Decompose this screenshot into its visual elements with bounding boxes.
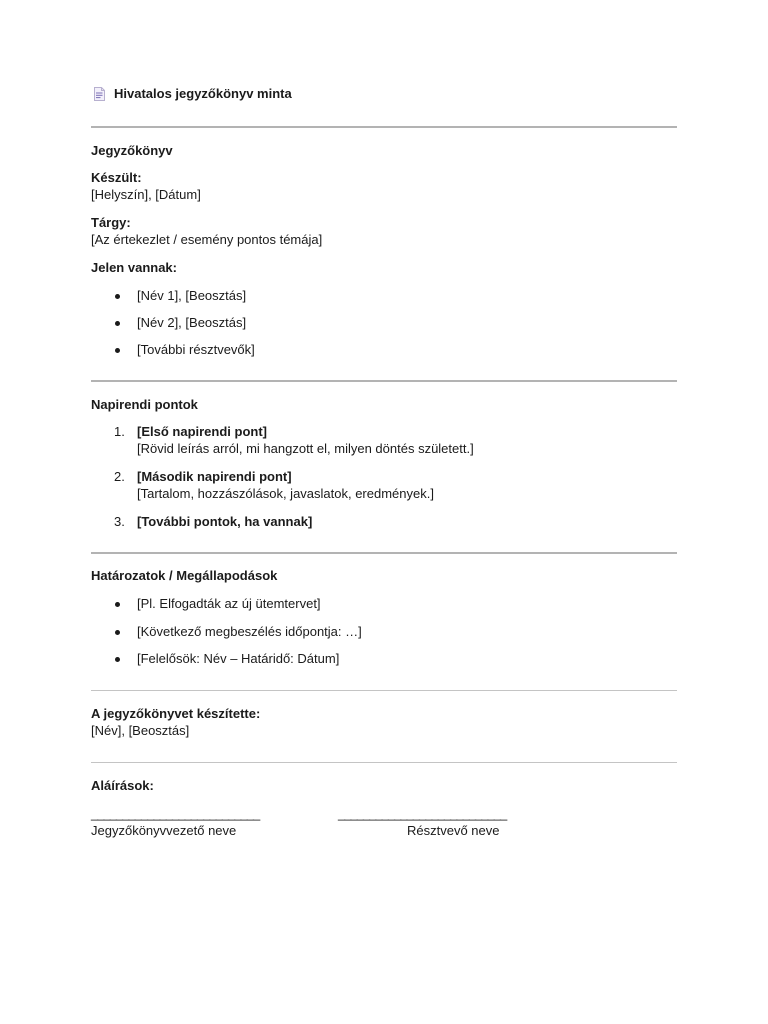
list-item-text: [Következő megbeszélés időpontja: …] xyxy=(137,624,362,639)
agenda-item-desc: [Tartalom, hozzászólások, javaslatok, eredmények.] xyxy=(137,486,434,501)
section-heading-agenda: Napirendi pontok xyxy=(91,397,198,412)
list-item-text: [Pl. Elfogadták az új ütemtervet] xyxy=(137,596,321,611)
agenda-item-number: 3. xyxy=(114,514,125,529)
list-item-text: [Felelősök: Név – Határidő: Dátum] xyxy=(137,651,340,666)
document-icon xyxy=(94,87,105,101)
agenda-item-number: 1. xyxy=(114,424,125,439)
bullet-icon xyxy=(115,630,120,635)
subject-value: [Az értekezlet / esemény pontos témája] xyxy=(91,232,323,247)
agenda-item-title: [Második napirendi pont] xyxy=(137,469,292,484)
bullet-icon xyxy=(115,348,120,353)
document-title xyxy=(94,86,292,101)
signature-line: ___________________________ xyxy=(91,806,260,821)
section-heading-minutes: Jegyzőkönyv xyxy=(91,143,173,158)
section-divider xyxy=(91,762,677,763)
list-item-text: [Név 2], [Beosztás] xyxy=(137,315,247,330)
agenda-item-desc: [Rövid leírás arról, mi hangzott el, milyen döntés született.] xyxy=(137,441,474,456)
made-value: [Helyszín], [Dátum] xyxy=(91,187,201,202)
section-heading-resolutions: Határozatok / Megállapodások xyxy=(91,568,278,583)
bullet-icon xyxy=(115,294,120,299)
author-value: [Név], [Beosztás] xyxy=(91,723,190,738)
signatures-label: Aláírások: xyxy=(91,778,154,793)
author-label: A jegyzőkönyvet készítette: xyxy=(91,706,261,721)
made-label: Készült: xyxy=(91,170,142,185)
list-item-text: [Név 1], [Beosztás] xyxy=(137,288,247,303)
document-title-text: Hivatalos jegyzőkönyv minta xyxy=(114,86,292,101)
bullet-icon xyxy=(115,602,120,607)
section-divider xyxy=(91,380,677,382)
section-divider xyxy=(91,690,677,691)
bullet-icon xyxy=(115,657,120,662)
list-item-text: [További résztvevők] xyxy=(137,342,255,357)
present-label: Jelen vannak: xyxy=(91,260,177,275)
agenda-item-title: [További pontok, ha vannak] xyxy=(137,514,313,529)
section-divider xyxy=(91,552,677,554)
subject-label: Tárgy: xyxy=(91,215,131,230)
agenda-item-title: [Első napirendi pont] xyxy=(137,424,267,439)
agenda-item-number: 2. xyxy=(114,469,125,484)
signature-caption-participant: Résztvevő neve xyxy=(407,823,500,838)
section-divider xyxy=(91,126,677,128)
bullet-icon xyxy=(115,321,120,326)
signature-line: ___________________________ xyxy=(338,806,507,821)
signature-caption-recorder: Jegyzőkönyvvezető neve xyxy=(91,823,237,838)
